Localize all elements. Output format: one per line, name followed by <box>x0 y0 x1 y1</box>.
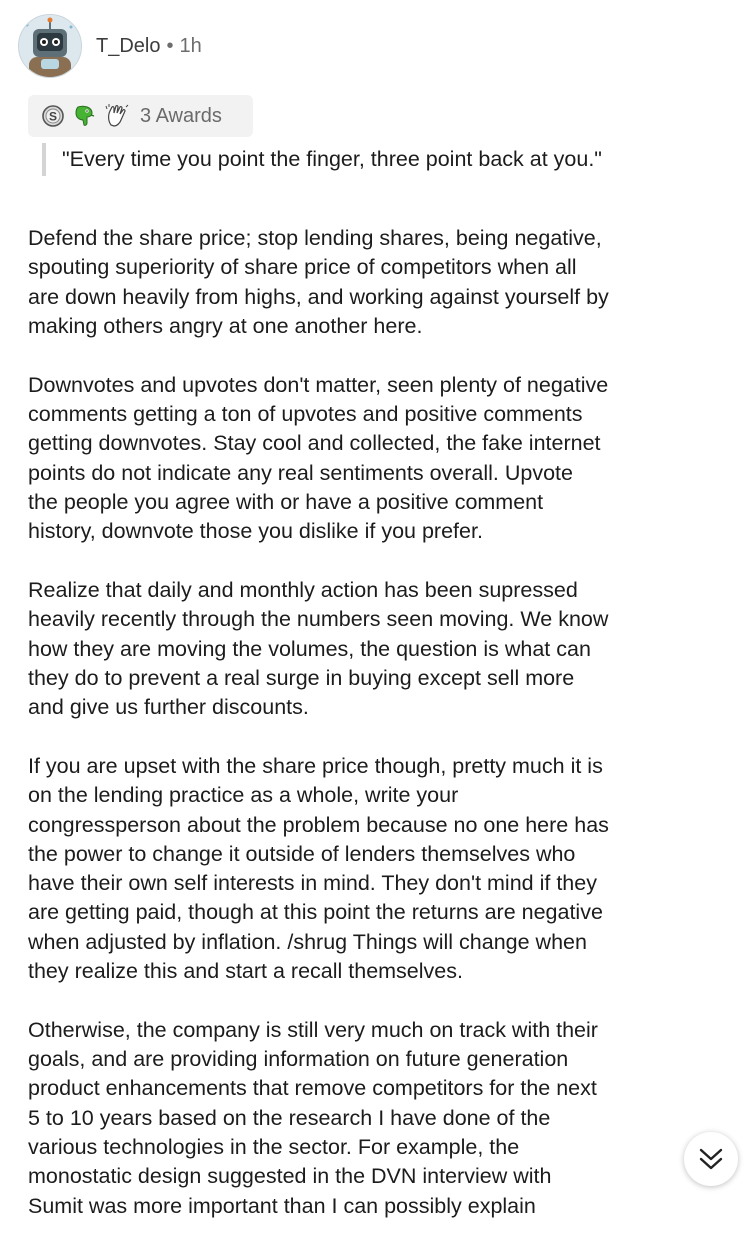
scroll-down-button[interactable] <box>684 1132 738 1186</box>
awards-count: 3 Awards <box>140 104 222 127</box>
post-body <box>28 224 733 1250</box>
text-line: have their own self interests in mind. They don't mind if they <box>28 871 597 896</box>
text-line: various technologies in the sector. For example, the <box>28 1135 520 1160</box>
helpful-dinosaur-icon <box>72 103 98 129</box>
paragraph-3 <box>28 576 733 722</box>
clapping-hands-icon <box>104 103 130 129</box>
text-line: they do to prevent a real surge in buying except sell more <box>28 665 575 690</box>
text-line: Realize that daily and monthly action has been supressed <box>28 577 578 602</box>
text-line: when adjusted by inflation. /shrug Things will change when <box>28 929 587 954</box>
paragraph-2 <box>28 371 733 547</box>
robot-avatar-icon <box>19 15 81 77</box>
awards-bar[interactable] <box>28 95 253 137</box>
text-line: Otherwise, the company is still very much on track with their <box>28 1017 598 1042</box>
text-line: points do not indicate any real sentiments overall. Upvote <box>28 460 573 485</box>
text-line: goals, and are providing information on future generation <box>28 1047 569 1072</box>
text-line: the people you agree with or have a positive comment <box>28 489 544 514</box>
text-line: product enhancements that remove competitors for the next <box>28 1076 597 1101</box>
text-line: Defend the share price; stop lending shares, being negative, <box>28 226 602 250</box>
svg-text:S: S <box>48 109 58 124</box>
paragraph-4 <box>28 752 733 986</box>
text-line: congressperson about the problem because no one here has <box>28 812 609 837</box>
blockquote: "Every time you point the finger, three point back at you." <box>42 143 752 176</box>
paragraph-5 <box>28 1016 733 1221</box>
text-line: are down heavily from highs, and working against yourself by <box>28 284 609 309</box>
paragraph-1 <box>28 224 733 341</box>
text-line: getting downvotes. Stay cool and collected, the fake internet <box>28 431 601 456</box>
text-line: they realize this and start a recall themselves. <box>28 959 463 984</box>
text-line: Sumit was more important than I can possibly explain <box>28 1193 536 1218</box>
post-header <box>18 8 202 84</box>
text-line: If you are upset with the share price though, pretty much it is <box>28 753 603 778</box>
text-line: comments getting a ton of upvotes and positive comments <box>28 401 583 426</box>
double-chevron-down-icon <box>696 1144 726 1174</box>
meta-separator: • <box>166 34 174 57</box>
text-line: 5 to 10 years based on the research I have done of the <box>28 1105 551 1130</box>
text-line: how they are moving the volumes, the question is what can <box>28 636 591 661</box>
post-age: 1h <box>179 34 202 57</box>
text-line: history, downvote those you dislike if you prefer. <box>28 519 483 544</box>
text-line: Downvotes and upvotes don't matter, seen plenty of negative <box>28 372 609 397</box>
post-meta <box>96 35 202 58</box>
text-line: heavily recently through the numbers seen moving. We know <box>28 607 609 632</box>
silver-coin-icon <box>40 103 66 129</box>
text-line: making others angry at one another here. <box>28 313 423 338</box>
text-line: are getting paid, though at this point the returns are negative <box>28 900 603 925</box>
text-line: monostatic design suggested in the DVN interview with <box>28 1164 552 1189</box>
text-line: the power to change it outside of lenders themselves who <box>28 841 576 866</box>
text-line: and give us further discounts. <box>28 695 309 720</box>
avatar[interactable] <box>18 14 82 78</box>
text-line: on the lending practice as a whole, write your <box>28 783 459 808</box>
text-line: spouting superiority of share price of competitors when all <box>28 255 577 280</box>
username[interactable]: T_Delo <box>96 34 161 57</box>
